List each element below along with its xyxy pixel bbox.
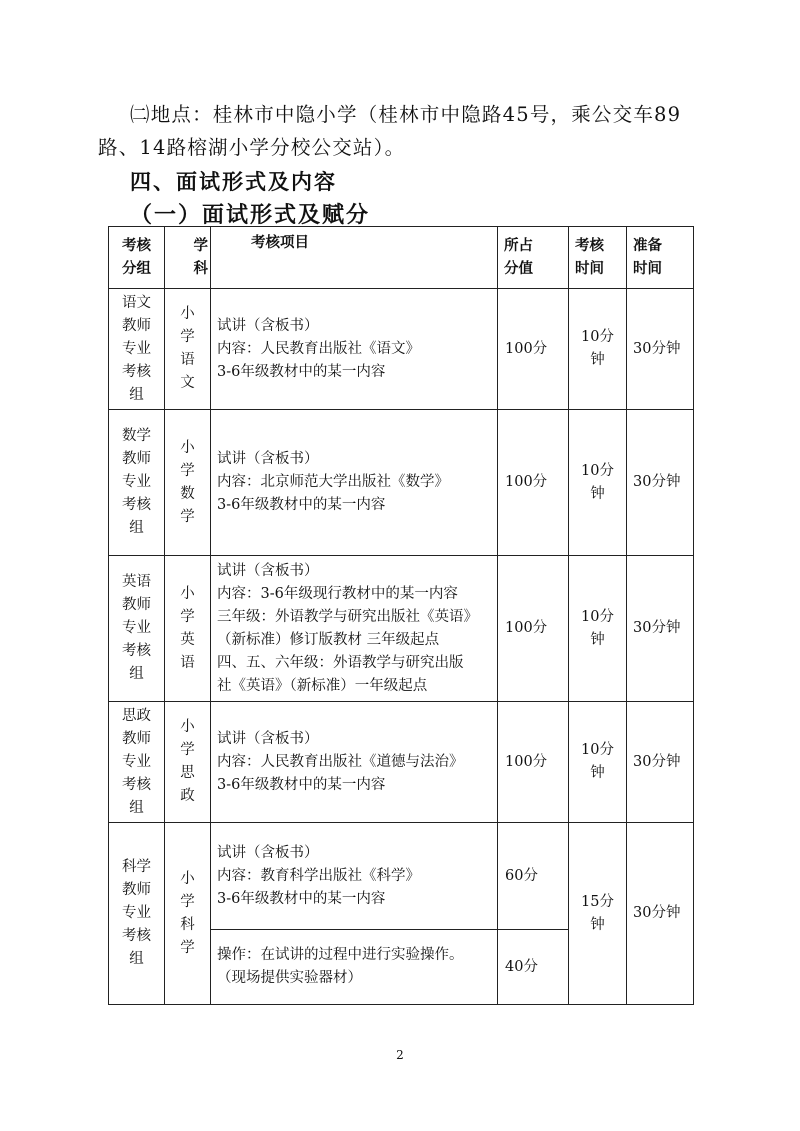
content-cell: 试讲（含板书） 内容：教育科学出版社《科学》 3-6年级教材中的某一内容 [211,823,498,930]
time-cell: 10分钟 [569,702,627,823]
table-header-row [109,227,694,289]
location-paragraph [98,98,708,164]
table-row [109,410,694,556]
prep-cell: 30分钟 [627,289,694,410]
group-cell: 思政教师专业考核组 [109,702,165,823]
subject-cell: 小学英语 [165,556,211,702]
prep-cell: 30分钟 [627,823,694,1005]
prep-cell: 30分钟 [627,410,694,556]
subject-cell: 小学数学 [165,410,211,556]
subsection-heading: （一）面试形式及赋分 [130,202,371,228]
header-score: 所占分值 [498,227,569,289]
content-cell: 试讲（含板书） 内容：人民教育出版社《道德与法治》 3-6年级教材中的某一内容 [211,702,498,823]
location-line-1: ㈡地点：桂林市中隐小学（桂林市中隐路45号，乘公交车89 [130,103,682,126]
operation-content-cell: 操作：在试讲的过程中进行实验操作。 （现场提供实验器材） [211,930,498,1005]
content-cell: 试讲（含板书） 内容：人民教育出版社《语文》 3-6年级教材中的某一内容 [211,289,498,410]
score-cell: 100分 [498,410,569,556]
section-heading: 四、面试形式及内容 [130,169,337,194]
page-number: 2 [396,1048,404,1062]
time-cell: 10分钟 [569,556,627,702]
subject-cell: 小学科学 [165,823,211,1005]
time-cell: 10分钟 [569,410,627,556]
score-cell: 100分 [498,289,569,410]
header-group: 考核分组 [109,227,165,289]
header-project: 考核项目 [211,227,498,289]
score-cell: 100分 [498,556,569,702]
subject-cell: 小学语文 [165,289,211,410]
content-cell: 试讲（含板书） 内容：北京师范大学出版社《数学》 3-6年级教材中的某一内容 [211,410,498,556]
time-cell: 10分钟 [569,289,627,410]
header-prep: 准备时间 [627,227,694,289]
prep-cell: 30分钟 [627,556,694,702]
subject-cell: 小学思政 [165,702,211,823]
table-row [109,823,694,930]
location-line-2: 路、14路榕湖小学分校公交站）。 [98,136,406,159]
group-cell: 科学教师专业考核组 [109,823,165,1005]
interview-table [108,226,694,1005]
prep-cell: 30分钟 [627,702,694,823]
table-row [109,556,694,702]
time-cell: 15分钟 [569,823,627,1005]
header-subject: 学科 [165,227,211,289]
group-cell: 语文教师专业考核组 [109,289,165,410]
group-cell: 数学教师专业考核组 [109,410,165,556]
score-cell: 100分 [498,702,569,823]
content-cell: 试讲（含板书） 内容：3-6年级现行教材中的某一内容 三年级：外语教学与研究出版社《英语》 （新标准）修订版教材 三年级起点 四、五、六年级：外语教学与研究出版 社《英语》（新标准）一年级起点 [211,556,498,702]
score-cell: 60分 [498,823,569,930]
table-row [109,702,694,823]
operation-score-cell: 40分 [498,930,569,1005]
group-cell: 英语教师专业考核组 [109,556,165,702]
table-row [109,289,694,410]
header-time: 考核时间 [569,227,627,289]
